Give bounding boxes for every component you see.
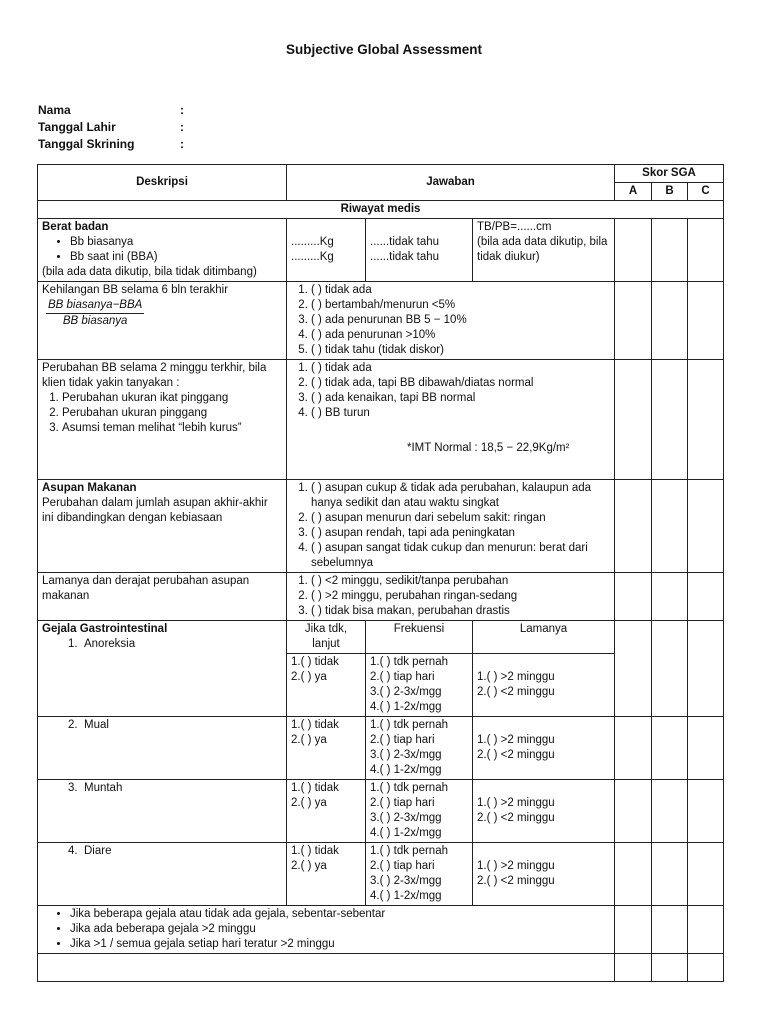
asupan-desc	[38, 480, 287, 573]
row-lamanya	[38, 573, 724, 621]
row-muntah	[38, 780, 724, 843]
score-b-cell[interactable]	[652, 780, 688, 843]
empty-cell	[38, 954, 615, 982]
summary-cell	[38, 906, 615, 954]
option-item: 3. ( ) asupan rendah, tapi ada peningkatan	[311, 526, 610, 541]
imt-normal-note: *IMT Normal : 18,5 − 22,9Kg/m²	[407, 442, 570, 454]
jika-cell	[287, 780, 366, 843]
lama-option: 2.( ) <2 minggu	[477, 749, 555, 761]
jika-option: 1.( ) tidak	[291, 719, 339, 731]
option-item: 4. ( ) asupan sangat tidak cukup dan menurun: berat dari sebelumnya	[311, 541, 610, 571]
header-jawaban: Jawaban	[287, 165, 615, 201]
score-b-cell[interactable]	[652, 360, 688, 480]
gejala-anoreksia-desc	[38, 621, 287, 717]
kehilangan-option-list	[291, 283, 610, 358]
identity-label: Tanggal Lahir	[38, 120, 116, 134]
score-a-cell[interactable]	[615, 843, 652, 906]
frek-option: 1.( ) tdk pernah	[370, 656, 448, 668]
symptom-name: Muntah	[83, 782, 123, 794]
gejala-mual-desc: 2. Mual	[38, 717, 287, 780]
jika-cell	[287, 717, 366, 780]
score-c-cell[interactable]	[688, 219, 724, 282]
jika-option: 1.( ) tidak	[291, 656, 339, 668]
option-item: 3. ( ) ada penurunan BB 5 − 10%	[311, 313, 610, 328]
berat-badan-kg	[287, 219, 366, 282]
score-b-cell[interactable]	[652, 573, 688, 621]
score-c-cell[interactable]	[688, 954, 724, 982]
option-item: 2. ( ) bertambah/menurun <5%	[311, 298, 610, 313]
berat-badan-list	[42, 235, 282, 265]
frek-option: 1.( ) tdk pernah	[370, 719, 448, 731]
header-skor-c: C	[688, 183, 724, 201]
score-c-cell[interactable]	[688, 480, 724, 573]
col-frekuensi: Frekuensi	[366, 621, 473, 654]
perubahan-options	[287, 360, 615, 480]
row-asupan-makanan	[38, 480, 724, 573]
berat-badan-note: (bila ada data dikutip, bila tidak ditimbang)	[42, 266, 257, 278]
gejala-diare-desc: 4. Diare	[38, 843, 287, 906]
jika-option: 2.( ) ya	[291, 734, 327, 746]
lamanya-options	[287, 573, 615, 621]
kg-field: .........Kg	[291, 236, 334, 248]
section-riwayat-medis: Riwayat medis	[38, 201, 724, 219]
row-kehilangan-bb	[38, 282, 724, 360]
row-perubahan-bb	[38, 360, 724, 480]
score-c-cell[interactable]	[688, 906, 724, 954]
row-berat-badan	[38, 219, 724, 282]
score-b-cell[interactable]	[652, 621, 688, 717]
row-empty	[38, 954, 724, 982]
row-mual	[38, 717, 724, 780]
lama-cell	[473, 717, 615, 780]
kehilangan-text: Kehilangan BB selama 6 bln terakhir	[42, 284, 229, 296]
score-a-cell[interactable]	[615, 717, 652, 780]
identity-nama	[38, 103, 184, 117]
option-item: 1. ( ) tidak ada	[311, 283, 610, 298]
frek-option: 4.( ) 1-2x/mgg	[370, 764, 442, 776]
asupan-option-list	[291, 481, 610, 571]
frek-cell	[366, 780, 473, 843]
lama-option: 2.( ) <2 minggu	[477, 875, 555, 887]
lama-cell	[473, 780, 615, 843]
symptom-label: 1. Anoreksia	[68, 638, 136, 650]
score-a-cell[interactable]	[615, 621, 652, 717]
jika-option: 1.( ) tidak	[291, 845, 339, 857]
score-a-cell[interactable]	[615, 282, 652, 360]
score-c-cell[interactable]	[688, 843, 724, 906]
option-item: 1. ( ) <2 minggu, sedikit/tanpa perubahan	[311, 574, 610, 589]
frek-option: 4.( ) 1-2x/mgg	[370, 701, 442, 713]
frek-option: 1.( ) tdk pernah	[370, 845, 448, 857]
header-skor-a: A	[615, 183, 652, 201]
option-item: 1. ( ) asupan cukup & tidak ada perubahan, kalaupun ada hanya sedikit dan atau waktu singkat	[311, 481, 610, 511]
option-item: 4. ( ) ada penurunan >10%	[311, 328, 610, 343]
option-item: 2. ( ) asupan menurun dari sebelum sakit: ringan	[311, 511, 610, 526]
tidak-tahu-field: ......tidak tahu	[370, 251, 440, 263]
asupan-options	[287, 480, 615, 573]
lamanya-desc: Lamanya dan derajat perubahan asupan makanan	[38, 573, 287, 621]
identity-tanggal-skrining	[38, 137, 184, 151]
jika-cell	[287, 654, 366, 717]
symptom-name: Anoreksia	[83, 638, 136, 650]
option-item: 3. ( ) tidak bisa makan, perubahan drastis	[311, 604, 610, 619]
gejala-muntah-desc: 3. Muntah	[38, 780, 287, 843]
sga-table	[37, 164, 724, 982]
page-title: Subjective Global Assessment	[285, 42, 483, 57]
lama-cell	[473, 654, 615, 717]
jika-cell	[287, 843, 366, 906]
lama-option: 2.( ) <2 minggu	[477, 686, 555, 698]
header-skor-b: B	[652, 183, 688, 201]
jika-option: 2.( ) ya	[291, 860, 327, 872]
frek-option: 2.( ) tiap hari	[370, 860, 435, 872]
lama-option: 1.( ) >2 minggu	[477, 671, 555, 683]
tidak-tahu-field: ......tidak tahu	[370, 236, 440, 248]
asupan-text: Perubahan dalam jumlah asupan akhir-akhir ini dibandingkan dengan kebiasaan	[42, 497, 268, 524]
gejala-title: Gejala Gastrointestinal	[42, 623, 168, 635]
perubahan-desc	[38, 360, 287, 480]
berat-badan-desc	[38, 219, 287, 282]
score-c-cell[interactable]	[688, 621, 724, 717]
frek-cell	[366, 843, 473, 906]
score-c-cell[interactable]	[688, 780, 724, 843]
perubahan-text: Perubahan BB selama 2 minggu terkhir, bila klien tidak yakin tanyakan :	[42, 362, 267, 389]
summary-item: • Jika ada beberapa gejala >2 minggu	[70, 922, 610, 937]
berat-badan-tb	[473, 219, 615, 282]
perubahan-item: 3. Asumsi teman melihat “lebih kurus”	[62, 421, 282, 436]
summary-item: • Jika beberapa gejala atau tidak ada gejala, sebentar-sebentar	[70, 907, 610, 922]
row-summary	[38, 906, 724, 954]
score-a-cell[interactable]	[615, 219, 652, 282]
option-item: 1. ( ) tidak ada	[311, 361, 610, 376]
option-item: 4. ( ) BB turun	[311, 406, 610, 421]
frek-cell	[366, 654, 473, 717]
score-c-cell[interactable]	[688, 282, 724, 360]
frek-option: 3.( ) 2-3x/mgg	[370, 812, 442, 824]
score-a-cell[interactable]	[615, 780, 652, 843]
score-a-cell[interactable]	[615, 480, 652, 573]
tb-note: (bila ada data dikutip, bila tidak diukur)	[477, 236, 608, 263]
option-item: 5. ( ) tidak tahu (tidak diskor)	[311, 343, 610, 358]
frek-option: 3.( ) 2-3x/mgg	[370, 686, 442, 698]
lama-cell	[473, 843, 615, 906]
row-gejala-header	[38, 621, 724, 654]
frek-option: 2.( ) tiap hari	[370, 797, 435, 809]
header-skor: Skor SGA	[615, 165, 724, 183]
frek-option: 1.( ) tdk pernah	[370, 782, 448, 794]
score-a-cell[interactable]	[615, 906, 652, 954]
summary-list	[42, 907, 610, 952]
col-lamanya: Lamanya	[473, 621, 615, 654]
lama-option: 1.( ) >2 minggu	[477, 860, 555, 872]
berat-badan-title: Berat badan	[42, 221, 109, 233]
formula-denominator: BB biasanya	[62, 315, 128, 327]
score-a-cell[interactable]	[615, 360, 652, 480]
identity-tanggal-lahir	[38, 120, 184, 134]
symptom-name: Mual	[83, 719, 109, 731]
score-c-cell[interactable]	[688, 360, 724, 480]
score-c-cell[interactable]	[688, 573, 724, 621]
score-b-cell[interactable]	[652, 480, 688, 573]
lama-option: 1.( ) >2 minggu	[477, 797, 555, 809]
jika-option: 1.( ) tidak	[291, 782, 339, 794]
lama-option: 1.( ) >2 minggu	[477, 734, 555, 746]
identity-sep: :	[180, 137, 184, 151]
tb-field: TB/PB=......cm	[477, 221, 552, 233]
score-a-cell[interactable]	[615, 573, 652, 621]
frek-option: 3.( ) 2-3x/mgg	[370, 749, 442, 761]
frek-option: 4.( ) 1-2x/mgg	[370, 890, 442, 902]
score-b-cell[interactable]	[652, 906, 688, 954]
perubahan-item: 2. Perubahan ukuran pinggang	[62, 406, 282, 421]
symptom-name: Diare	[83, 845, 112, 857]
berat-badan-item: • Bb saat ini (BBA)	[70, 250, 282, 265]
kehilangan-desc	[38, 282, 287, 360]
berat-badan-tidak-tahu	[366, 219, 473, 282]
kehilangan-options	[287, 282, 615, 360]
frek-option: 4.( ) 1-2x/mgg	[370, 827, 442, 839]
frek-option: 2.( ) tiap hari	[370, 671, 435, 683]
berat-badan-item: • Bb biasanya	[70, 235, 282, 250]
option-item: 3. ( ) ada kenaikan, tapi BB normal	[311, 391, 610, 406]
frek-option: 3.( ) 2-3x/mgg	[370, 875, 442, 887]
jika-option: 2.( ) ya	[291, 797, 327, 809]
formula-numerator: BB biasanya−BBA	[46, 298, 144, 314]
kg-field: .........Kg	[291, 251, 334, 263]
summary-item: • Jika >1 / semua gejala setiap hari teratur >2 minggu	[70, 937, 610, 952]
perubahan-item: 1. Perubahan ukuran ikat pinggang	[62, 391, 282, 406]
score-c-cell[interactable]	[688, 717, 724, 780]
perubahan-list	[42, 391, 282, 436]
score-b-cell[interactable]	[652, 843, 688, 906]
identity-label: Nama	[38, 103, 71, 117]
row-diare	[38, 843, 724, 906]
option-item: 2. ( ) tidak ada, tapi BB dibawah/diatas normal	[311, 376, 610, 391]
score-a-cell[interactable]	[615, 954, 652, 982]
option-item: 2. ( ) >2 minggu, perubahan ringan-sedang	[311, 589, 610, 604]
jika-option: 2.( ) ya	[291, 671, 327, 683]
lamanya-option-list	[291, 574, 610, 619]
perubahan-option-list	[291, 361, 610, 421]
score-b-cell[interactable]	[652, 954, 688, 982]
score-b-cell[interactable]	[652, 717, 688, 780]
lama-option: 2.( ) <2 minggu	[477, 812, 555, 824]
identity-sep: :	[180, 103, 184, 117]
frek-cell	[366, 717, 473, 780]
score-b-cell[interactable]	[652, 282, 688, 360]
kehilangan-formula	[46, 298, 144, 329]
score-b-cell[interactable]	[652, 219, 688, 282]
identity-sep: :	[180, 120, 184, 134]
header-deskripsi: Deskripsi	[38, 165, 287, 201]
asupan-title: Asupan Makanan	[42, 482, 137, 494]
identity-label: Tanggal Skrining	[38, 137, 135, 151]
frek-option: 2.( ) tiap hari	[370, 734, 435, 746]
col-jika: Jika tdk, lanjut	[287, 621, 366, 654]
